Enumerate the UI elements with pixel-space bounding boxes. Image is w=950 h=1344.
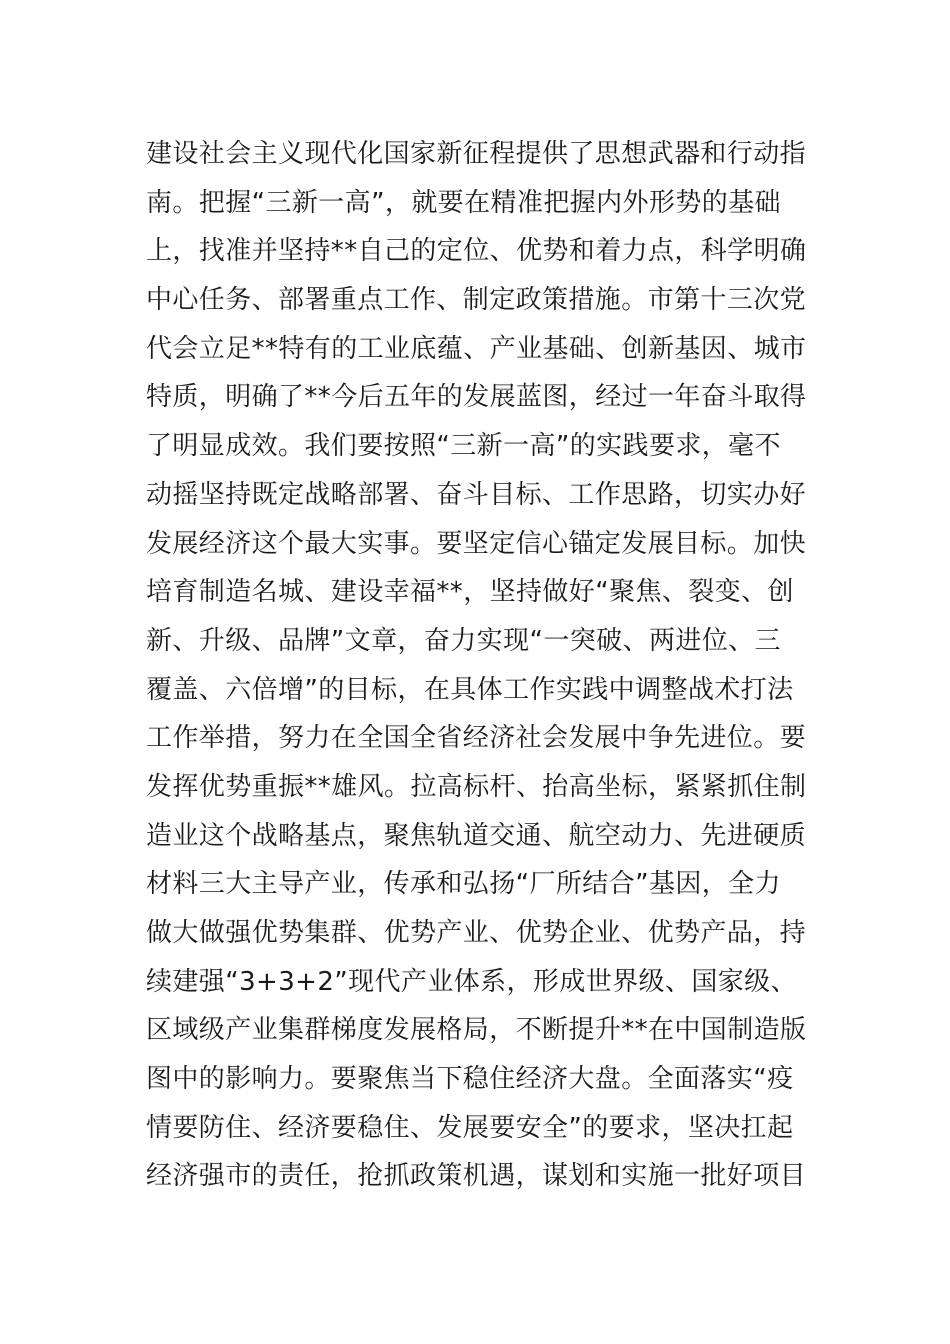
text-line: 区域级产业集群梯度发展格局，不断提升**在中国制造版 [146, 1015, 807, 1046]
text-line: 工作举措，努力在全国全省经济社会发展中争先进位。要 [146, 723, 807, 754]
text-line: 中心任务、部署重点工作、制定政策措施。市第十三次党 [146, 285, 807, 316]
text-line: 了明显成效。我们要按照“三新一高”的实践要求，毫不 [146, 431, 781, 462]
text-line: 造业这个战略基点，聚焦轨道交通、航空动力、先进硬质 [146, 820, 807, 851]
text-line: 图中的影响力。要聚焦当下稳住经济大盘。全面落实“疫 [146, 1064, 794, 1095]
text-line: 培育制造名城、建设幸福**，坚持做好“聚焦、裂变、创 [146, 577, 794, 608]
text-line: 动摇坚持既定战略部署、奋斗目标、工作思路，切实办好 [146, 479, 807, 510]
text-line: 南。把握“三新一高”，就要在精准把握内外形势的基础 [146, 187, 781, 218]
text-line: 续建强“3+3+2”现代产业体系，形成世界级、国家级、 [146, 966, 797, 997]
text-line: 特质，明确了**今后五年的发展蓝图，经过一年奋斗取得 [146, 382, 807, 413]
text-line: 上，找准并坚持**自己的定位、优势和着力点，科学明确 [146, 236, 807, 267]
text-line: 材料三大主导产业，传承和弘扬“厂所结合”基因，全力 [146, 869, 781, 900]
text-line: 新、升级、品牌”文章，奋力实现“一突破、两进位、三 [146, 625, 781, 656]
text-line: 覆盖、六倍增”的目标，在具体工作实践中调整战术打法 [146, 674, 794, 705]
body-paragraph [146, 130, 816, 1201]
text-line: 做大做强优势集群、优势产业、优势企业、优势产品，持 [146, 918, 807, 948]
text-line: 发展经济这个最大实事。要坚定信心锚定发展目标。加快 [146, 528, 807, 559]
text-line: 情要防住、经济要稳住、发展要安全”的要求，坚决扛起 [146, 1112, 794, 1143]
text-line: 代会立足**特有的工业底蕴、产业基础、创新基因、城市 [146, 333, 807, 364]
text-line: 建设社会主义现代化国家新征程提供了思想武器和行动指 [146, 139, 807, 169]
text-line: 发挥优势重振**雄风。拉高标杆、抬高坐标，紧紧抓住制 [146, 771, 807, 802]
text-line: 经济强市的责任，抢抓政策机遇，谋划和实施一批好项目 [146, 1161, 807, 1192]
